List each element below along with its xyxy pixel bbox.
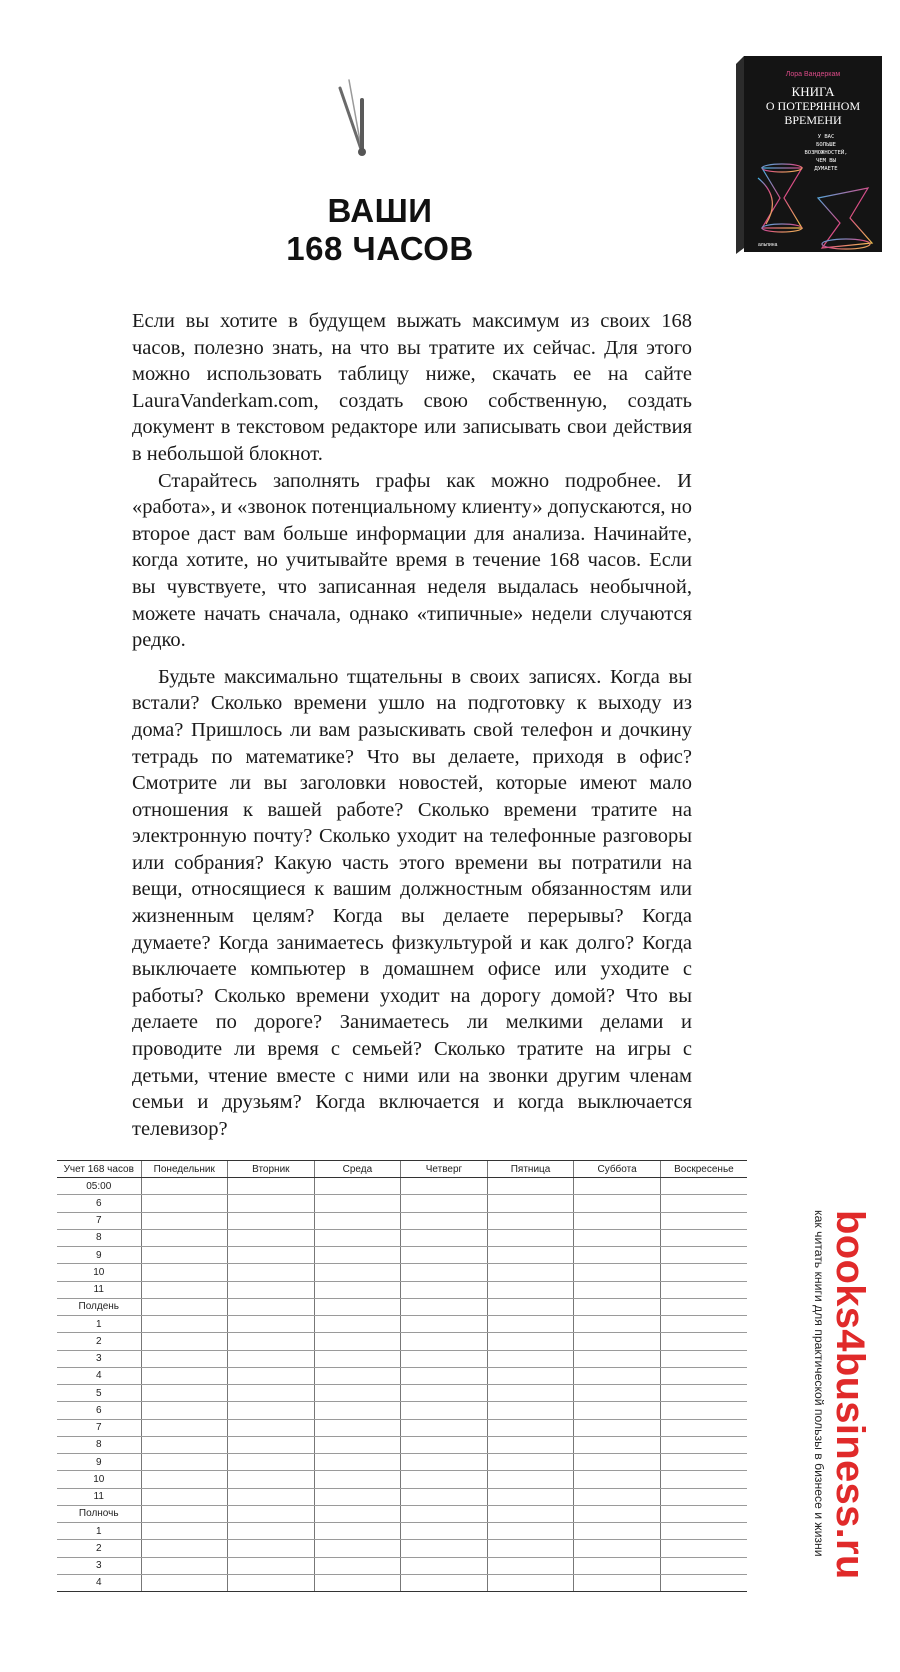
time-entry-cell[interactable] — [660, 1298, 747, 1315]
time-entry-cell[interactable] — [141, 1212, 228, 1229]
time-entry-cell[interactable] — [487, 1350, 574, 1367]
time-log-table — [57, 1160, 747, 1592]
time-entry-cell[interactable] — [487, 1178, 574, 1195]
time-entry-cell[interactable] — [574, 1436, 661, 1453]
time-entry-cell[interactable] — [314, 1195, 401, 1212]
time-entry-cell[interactable] — [314, 1298, 401, 1315]
time-entry-cell[interactable] — [660, 1316, 747, 1333]
time-entry-cell[interactable] — [401, 1281, 488, 1298]
header-friday: Пятница — [487, 1161, 574, 1178]
time-entry-cell[interactable] — [660, 1540, 747, 1557]
time-entry-cell[interactable] — [314, 1333, 401, 1350]
time-entry-cell[interactable] — [487, 1247, 574, 1264]
table-row — [57, 1557, 747, 1574]
time-entry-cell[interactable] — [660, 1419, 747, 1436]
time-entry-cell[interactable] — [574, 1195, 661, 1212]
time-entry-cell[interactable] — [401, 1523, 488, 1540]
time-entry-cell[interactable] — [487, 1212, 574, 1229]
time-entry-cell[interactable] — [401, 1298, 488, 1315]
time-entry-cell[interactable] — [660, 1281, 747, 1298]
time-entry-cell[interactable] — [314, 1436, 401, 1453]
side-brand — [800, 1210, 872, 1580]
time-entry-cell[interactable] — [141, 1281, 228, 1298]
time-entry-cell[interactable] — [401, 1505, 488, 1522]
header-saturday: Суббота — [574, 1161, 661, 1178]
time-entry-cell[interactable] — [141, 1419, 228, 1436]
table-row — [57, 1316, 747, 1333]
time-entry-cell[interactable] — [574, 1471, 661, 1488]
time-entry-cell[interactable] — [487, 1229, 574, 1246]
time-entry-cell[interactable] — [228, 1333, 315, 1350]
book-author: Лора Вандеркам — [785, 71, 841, 78]
row-time-label: 10 — [57, 1264, 141, 1281]
time-entry-cell[interactable] — [660, 1436, 747, 1453]
time-entry-cell[interactable] — [574, 1540, 661, 1557]
row-time-label: 9 — [57, 1454, 141, 1471]
book-cover — [722, 48, 892, 258]
clock-hands-icon — [330, 78, 390, 168]
time-entry-cell[interactable] — [401, 1471, 488, 1488]
time-entry-cell[interactable] — [314, 1419, 401, 1436]
time-entry-cell[interactable] — [487, 1195, 574, 1212]
time-entry-cell[interactable] — [487, 1385, 574, 1402]
time-entry-cell[interactable] — [660, 1247, 747, 1264]
time-entry-cell[interactable] — [141, 1436, 228, 1453]
time-entry-cell[interactable] — [487, 1419, 574, 1436]
time-entry-cell[interactable] — [141, 1488, 228, 1505]
page-title — [210, 192, 550, 268]
table-row — [57, 1298, 747, 1315]
time-entry-cell[interactable] — [401, 1367, 488, 1384]
time-entry-cell[interactable] — [141, 1195, 228, 1212]
time-entry-cell[interactable] — [141, 1247, 228, 1264]
time-entry-cell[interactable] — [401, 1195, 488, 1212]
row-time-label: 1 — [57, 1316, 141, 1333]
time-entry-cell[interactable] — [487, 1505, 574, 1522]
time-entry-cell[interactable] — [228, 1419, 315, 1436]
time-entry-cell[interactable] — [228, 1212, 315, 1229]
time-entry-cell[interactable] — [228, 1264, 315, 1281]
row-time-label: 5 — [57, 1385, 141, 1402]
time-entry-cell[interactable] — [141, 1178, 228, 1195]
time-entry-cell[interactable] — [574, 1574, 661, 1591]
table-row — [57, 1523, 747, 1540]
book-subtitle-3: ВОЗМОЖНОСТЕЙ, — [804, 150, 848, 156]
time-entry-cell[interactable] — [314, 1540, 401, 1557]
row-time-label: 1 — [57, 1523, 141, 1540]
paragraph-2: Старайтесь заполнять графы как можно подробнее. И «работа», и «звонок потенциальному клиенту» допускаются, но второе даст вам больше информации для анализа. Начинайте, когда хотите, но учитывайте время в течение 168 часов. Если вы чувствуете, что записанная неделя выдалась необычной, можете начать сначала, однако «типичные» недели случаются редко. — [132, 469, 692, 652]
time-entry-cell[interactable] — [487, 1333, 574, 1350]
time-entry-cell[interactable] — [487, 1402, 574, 1419]
book-publisher: альпина — [758, 242, 778, 248]
time-entry-cell[interactable] — [574, 1402, 661, 1419]
time-entry-cell[interactable] — [401, 1385, 488, 1402]
time-entry-cell[interactable] — [574, 1419, 661, 1436]
time-entry-cell[interactable] — [314, 1367, 401, 1384]
time-entry-cell[interactable] — [228, 1385, 315, 1402]
time-entry-cell[interactable] — [660, 1557, 747, 1574]
time-entry-cell[interactable] — [660, 1367, 747, 1384]
time-entry-cell[interactable] — [487, 1488, 574, 1505]
time-entry-cell[interactable] — [228, 1557, 315, 1574]
header-tuesday: Вторник — [228, 1161, 315, 1178]
time-entry-cell[interactable] — [574, 1454, 661, 1471]
time-entry-cell[interactable] — [141, 1333, 228, 1350]
table-header-row — [57, 1161, 747, 1178]
row-time-label: 2 — [57, 1540, 141, 1557]
table-row — [57, 1402, 747, 1419]
time-entry-cell[interactable] — [574, 1333, 661, 1350]
time-entry-cell[interactable] — [401, 1178, 488, 1195]
row-time-label: 8 — [57, 1229, 141, 1246]
row-time-label: 8 — [57, 1436, 141, 1453]
time-entry-cell[interactable] — [574, 1229, 661, 1246]
time-entry-cell[interactable] — [401, 1436, 488, 1453]
time-entry-cell[interactable] — [401, 1488, 488, 1505]
table-row — [57, 1385, 747, 1402]
row-time-label: 7 — [57, 1212, 141, 1229]
brand-tagline: как читать книги для практической пользы в бизнесе и жизни — [812, 1210, 826, 1557]
time-entry-cell[interactable] — [228, 1574, 315, 1591]
row-time-label: 4 — [57, 1367, 141, 1384]
time-entry-cell[interactable] — [660, 1212, 747, 1229]
time-entry-cell[interactable] — [487, 1523, 574, 1540]
time-entry-cell[interactable] — [660, 1505, 747, 1522]
time-entry-cell[interactable] — [574, 1178, 661, 1195]
time-entry-cell[interactable] — [574, 1505, 661, 1522]
time-entry-cell[interactable] — [228, 1350, 315, 1367]
table-body — [57, 1178, 747, 1592]
row-time-label: 6 — [57, 1402, 141, 1419]
table-row — [57, 1264, 747, 1281]
time-entry-cell[interactable] — [487, 1316, 574, 1333]
time-entry-cell[interactable] — [228, 1281, 315, 1298]
time-entry-cell[interactable] — [141, 1385, 228, 1402]
row-time-label: 11 — [57, 1281, 141, 1298]
table-row — [57, 1540, 747, 1557]
header-hours: Учет 168 часов — [57, 1161, 141, 1178]
time-entry-cell[interactable] — [141, 1367, 228, 1384]
time-entry-cell[interactable] — [228, 1471, 315, 1488]
time-entry-cell[interactable] — [401, 1333, 488, 1350]
row-time-label: 05:00 — [57, 1178, 141, 1195]
book-title-1: КНИГА — [791, 84, 835, 99]
time-entry-cell[interactable] — [487, 1367, 574, 1384]
time-entry-cell[interactable] — [660, 1402, 747, 1419]
time-entry-cell[interactable] — [660, 1488, 747, 1505]
time-entry-cell[interactable] — [660, 1523, 747, 1540]
time-entry-cell[interactable] — [660, 1178, 747, 1195]
time-entry-cell[interactable] — [228, 1316, 315, 1333]
title-line-1: ВАШИ — [327, 192, 433, 229]
time-entry-cell[interactable] — [141, 1471, 228, 1488]
time-entry-cell[interactable] — [228, 1454, 315, 1471]
time-entry-cell[interactable] — [660, 1574, 747, 1591]
time-entry-cell[interactable] — [401, 1419, 488, 1436]
time-entry-cell[interactable] — [574, 1523, 661, 1540]
time-entry-cell[interactable] — [314, 1523, 401, 1540]
table-row — [57, 1350, 747, 1367]
time-entry-cell[interactable] — [660, 1454, 747, 1471]
time-entry-cell[interactable] — [314, 1385, 401, 1402]
time-entry-cell[interactable] — [660, 1333, 747, 1350]
book-subtitle-1: У ВАС — [817, 134, 835, 140]
time-entry-cell[interactable] — [228, 1488, 315, 1505]
time-entry-cell[interactable] — [228, 1298, 315, 1315]
table-row — [57, 1333, 747, 1350]
time-entry-cell[interactable] — [487, 1264, 574, 1281]
brand-name: books4business.ru — [828, 1210, 872, 1580]
time-entry-cell[interactable] — [141, 1523, 228, 1540]
time-entry-cell[interactable] — [401, 1247, 488, 1264]
time-entry-cell[interactable] — [574, 1488, 661, 1505]
time-entry-cell[interactable] — [487, 1557, 574, 1574]
table-row — [57, 1454, 747, 1471]
time-entry-cell[interactable] — [487, 1454, 574, 1471]
table-row — [57, 1436, 747, 1453]
time-entry-cell[interactable] — [314, 1488, 401, 1505]
time-entry-cell[interactable] — [314, 1505, 401, 1522]
row-time-label: 10 — [57, 1471, 141, 1488]
time-entry-cell[interactable] — [228, 1436, 315, 1453]
table-row — [57, 1212, 747, 1229]
time-entry-cell[interactable] — [574, 1557, 661, 1574]
time-entry-cell[interactable] — [401, 1454, 488, 1471]
header-wednesday: Среда — [314, 1161, 401, 1178]
time-entry-cell[interactable] — [141, 1454, 228, 1471]
time-entry-cell[interactable] — [660, 1471, 747, 1488]
paragraph-1: Если вы хотите в будущем выжать максимум из своих 168 часов, полезно знать, на что вы тратите их сейчас. Для этого можно использовать таблицу ниже, скачать ее на сайте LauraVanderkam.com, создать свою собственную, создать документ в текстовом редакторе или записывать свои действия в небольшой блокнот. — [132, 310, 692, 465]
time-entry-cell[interactable] — [660, 1264, 747, 1281]
time-entry-cell[interactable] — [141, 1298, 228, 1315]
time-entry-cell[interactable] — [660, 1350, 747, 1367]
time-entry-cell[interactable] — [141, 1264, 228, 1281]
time-entry-cell[interactable] — [314, 1402, 401, 1419]
time-entry-cell[interactable] — [401, 1540, 488, 1557]
time-entry-cell[interactable] — [141, 1229, 228, 1246]
time-entry-cell[interactable] — [141, 1557, 228, 1574]
book-subtitle-5: ДУМАЕТЕ — [814, 166, 838, 172]
table-row — [57, 1229, 747, 1246]
time-entry-cell[interactable] — [487, 1471, 574, 1488]
time-entry-cell[interactable] — [141, 1350, 228, 1367]
time-entry-cell[interactable] — [401, 1264, 488, 1281]
time-entry-cell[interactable] — [314, 1178, 401, 1195]
time-entry-cell[interactable] — [141, 1505, 228, 1522]
table-row — [57, 1195, 747, 1212]
time-entry-cell[interactable] — [660, 1229, 747, 1246]
title-line-2: 168 ЧАСОВ — [286, 230, 474, 267]
time-entry-cell[interactable] — [660, 1195, 747, 1212]
table-row — [57, 1505, 747, 1522]
time-entry-cell[interactable] — [574, 1316, 661, 1333]
time-entry-cell[interactable] — [314, 1264, 401, 1281]
time-entry-cell[interactable] — [314, 1557, 401, 1574]
book-title-3: ВРЕМЕНИ — [784, 113, 842, 127]
time-entry-cell[interactable] — [314, 1229, 401, 1246]
row-time-label: 3 — [57, 1350, 141, 1367]
time-entry-cell[interactable] — [660, 1385, 747, 1402]
time-entry-cell[interactable] — [401, 1212, 488, 1229]
table-row — [57, 1281, 747, 1298]
time-entry-cell[interactable] — [228, 1540, 315, 1557]
time-entry-cell[interactable] — [401, 1557, 488, 1574]
time-entry-cell[interactable] — [314, 1574, 401, 1591]
time-entry-cell[interactable] — [314, 1247, 401, 1264]
table-row — [57, 1178, 747, 1195]
time-entry-cell[interactable] — [141, 1574, 228, 1591]
time-entry-cell[interactable] — [228, 1229, 315, 1246]
time-entry-cell[interactable] — [141, 1402, 228, 1419]
time-entry-cell[interactable] — [228, 1402, 315, 1419]
table-row — [57, 1367, 747, 1384]
table-row — [57, 1247, 747, 1264]
time-entry-cell[interactable] — [228, 1505, 315, 1522]
time-entry-cell[interactable] — [574, 1385, 661, 1402]
row-time-label: 6 — [57, 1195, 141, 1212]
time-entry-cell[interactable] — [401, 1229, 488, 1246]
time-entry-cell[interactable] — [228, 1195, 315, 1212]
time-entry-cell[interactable] — [228, 1523, 315, 1540]
time-entry-cell[interactable] — [314, 1471, 401, 1488]
time-entry-cell[interactable] — [487, 1298, 574, 1315]
time-entry-cell[interactable] — [574, 1212, 661, 1229]
table-row — [57, 1471, 747, 1488]
time-entry-cell[interactable] — [574, 1247, 661, 1264]
time-entry-cell[interactable] — [141, 1316, 228, 1333]
row-time-label: 3 — [57, 1557, 141, 1574]
row-time-label: 7 — [57, 1419, 141, 1436]
paragraph-3: Будьте максимально тщательны в своих записях. Когда вы встали? Сколько времени ушло на подготовку к выходу из дома? Пришлось ли вам разыскивать свой телефон и дочкину тетрадь по математике? Что вы делаете, приходя в офис? Смотрите ли вы заголовки новостей, которые имеют мало отношения к вашей работе? Сколько времени тратите на электронную почту? Сколько уходит на телефонные разговоры или собрания? Какую часть этого времени вы потратили на вещи, относящиеся к вашим должностным обязанностям или жизненным целям? Когда вы делаете перерывы? Когда думаете? Когда занимаетесь физкультурой и как долго? Когда выключаете компьютер в домашнем офисе или уходите с работы? Сколько времени уходит на дорогу домой? Что вы делаете по дороге? Занимаетесь ли мелкими делами и проводите ли время с семьей? Сколько тратите на игры с детьми, чтение вместе с ними или на звонки другим членам семьи и друзьям? Когда включается и когда выключается телевизор? — [132, 665, 692, 1140]
book-subtitle-4: ЧЕМ ВЫ — [816, 158, 836, 164]
time-entry-cell[interactable] — [487, 1436, 574, 1453]
row-time-label: 11 — [57, 1488, 141, 1505]
time-entry-cell[interactable] — [228, 1367, 315, 1384]
row-time-label: 9 — [57, 1247, 141, 1264]
time-entry-cell[interactable] — [487, 1574, 574, 1591]
time-entry-cell[interactable] — [401, 1316, 488, 1333]
row-time-label: Полночь — [57, 1505, 141, 1522]
time-entry-cell[interactable] — [574, 1281, 661, 1298]
time-entry-cell[interactable] — [228, 1247, 315, 1264]
time-entry-cell[interactable] — [574, 1264, 661, 1281]
table-row — [57, 1488, 747, 1505]
time-entry-cell[interactable] — [314, 1212, 401, 1229]
table-row — [57, 1574, 747, 1591]
book-title-2: О ПОТЕРЯННОМ — [765, 99, 861, 113]
row-time-label: 4 — [57, 1574, 141, 1591]
time-entry-cell[interactable] — [574, 1298, 661, 1315]
time-entry-cell[interactable] — [574, 1350, 661, 1367]
time-entry-cell[interactable] — [401, 1350, 488, 1367]
article-body — [132, 308, 692, 1142]
time-entry-cell[interactable] — [401, 1574, 488, 1591]
time-entry-cell[interactable] — [314, 1350, 401, 1367]
row-time-label: 2 — [57, 1333, 141, 1350]
header-thursday: Четверг — [401, 1161, 488, 1178]
time-entry-cell[interactable] — [314, 1454, 401, 1471]
row-time-label: Полдень — [57, 1298, 141, 1315]
time-entry-cell[interactable] — [487, 1281, 574, 1298]
time-entry-cell[interactable] — [141, 1540, 228, 1557]
header-monday: Понедельник — [141, 1161, 228, 1178]
time-entry-cell[interactable] — [314, 1316, 401, 1333]
table-row — [57, 1419, 747, 1436]
time-entry-cell[interactable] — [228, 1178, 315, 1195]
time-entry-cell[interactable] — [314, 1281, 401, 1298]
time-entry-cell[interactable] — [401, 1402, 488, 1419]
time-entry-cell[interactable] — [574, 1367, 661, 1384]
header-sunday: Воскресенье — [660, 1161, 747, 1178]
time-entry-cell[interactable] — [487, 1540, 574, 1557]
book-subtitle-2: БОЛЬШЕ — [816, 142, 836, 148]
